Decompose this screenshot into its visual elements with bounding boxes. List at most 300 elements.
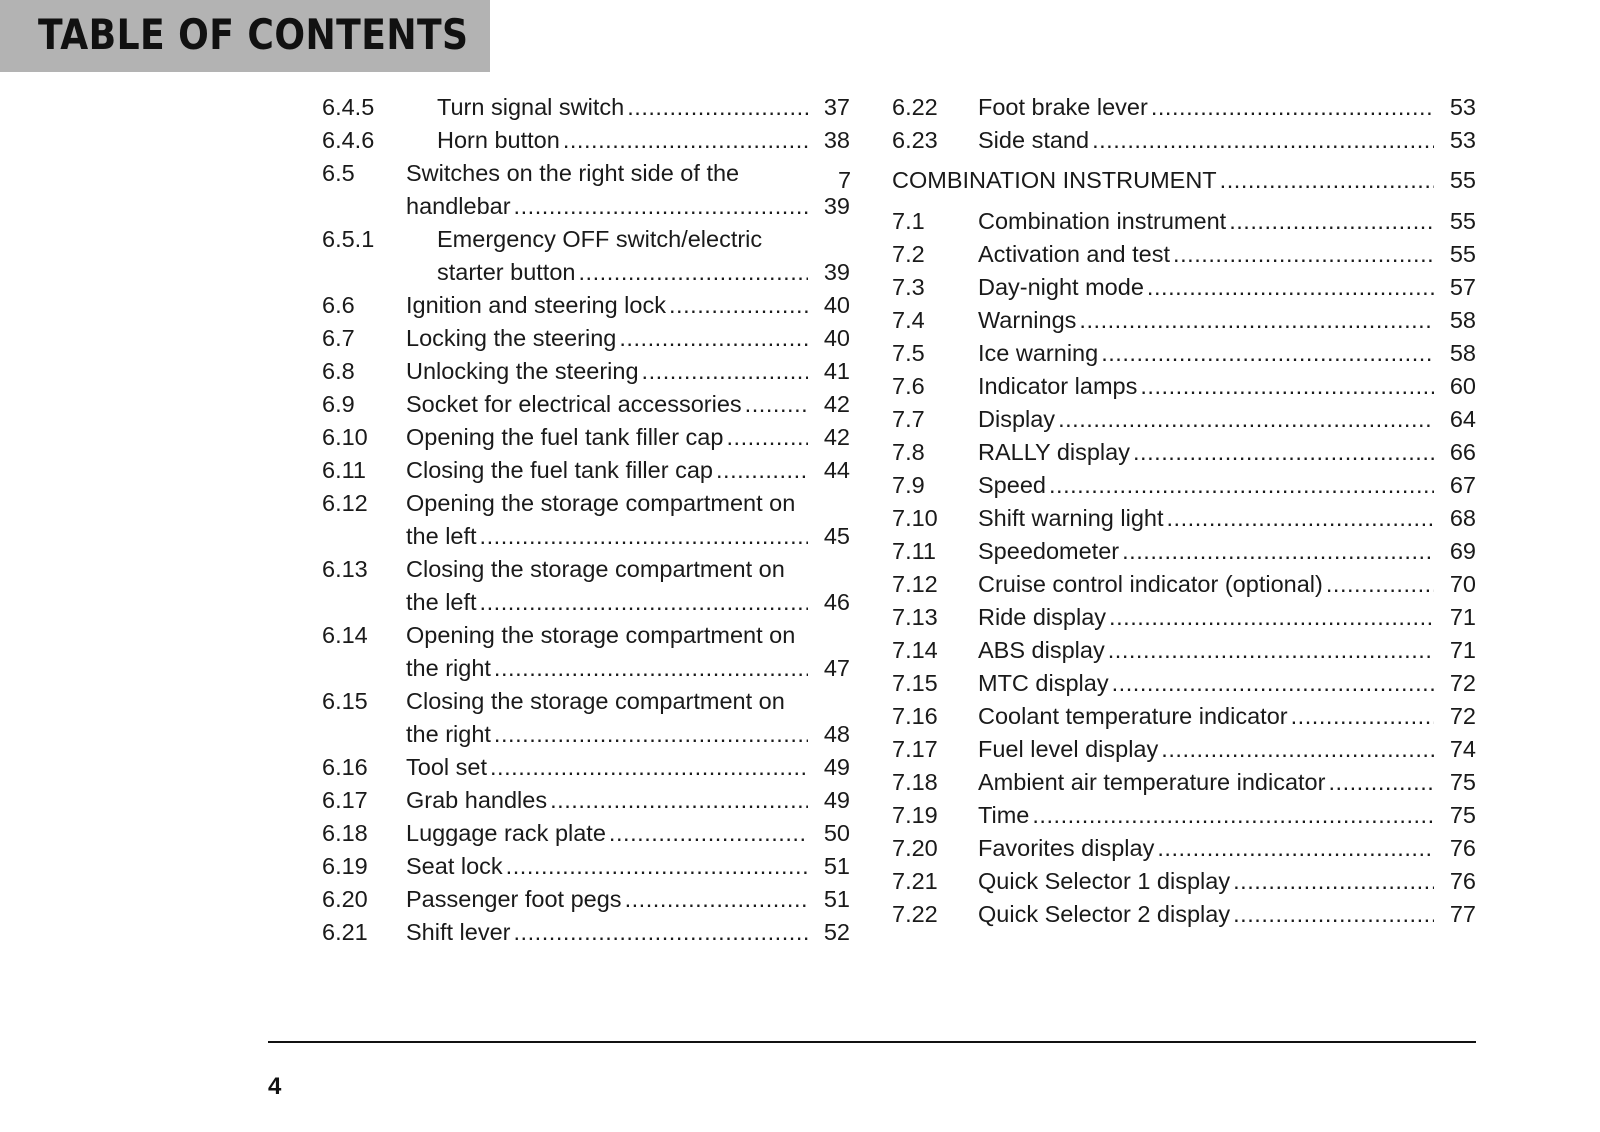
toc-entry-title: Horn button [437,127,560,153]
toc-entry-page: 71 [1449,637,1476,663]
toc-leader-dots [547,784,808,817]
toc-entry-leader-line [978,601,1476,634]
toc-left-column [322,91,850,949]
toc-entry-number: 6.22 [892,94,938,120]
toc-entry-page: 76 [1449,835,1476,861]
toc-entry-body [978,799,1476,832]
toc-entry-body [406,685,850,751]
toc-entry-body [406,553,850,619]
page-title: TABLE OF CONTENTS [38,10,469,59]
toc-entry[interactable] [322,850,850,883]
toc-entry-number: 7.20 [892,835,938,861]
toc-entry[interactable] [892,832,1476,865]
toc-entry-leader-line [406,190,850,223]
toc-leader-dots [624,91,808,124]
toc-entry-title: Locking the steering [406,325,617,351]
toc-entry-title: Ride display [978,604,1107,630]
toc-leader-dots [1226,205,1434,238]
toc-entry[interactable] [892,124,1476,157]
toc-leader-dots [1055,403,1434,436]
toc-entry-number: 6.17 [322,787,368,813]
toc-entry[interactable] [892,304,1476,337]
toc-entry-leader-line [978,865,1476,898]
toc-entry-title: Tool set [406,754,487,780]
toc-entry-title: Side stand [978,127,1090,153]
toc-leader-dots [1288,700,1434,733]
toc-entry-page: 77 [1449,901,1476,927]
toc-entry[interactable] [892,403,1476,436]
toc-entry-page: 48 [823,721,850,747]
toc-entry-leader-line [406,355,850,388]
toc-entry-body [978,304,1476,337]
toc-entry-number: 7.6 [892,373,925,399]
toc-entry-title: Time [978,802,1030,828]
toc-entry[interactable] [892,502,1476,535]
toc-entry-leader-line [978,832,1476,865]
toc-entry-leader-line [406,289,850,322]
toc-entry-number: 6.8 [322,358,355,384]
toc-entry-number: 6.9 [322,391,355,417]
toc-leader-dots [1076,304,1434,337]
toc-entry-page: 42 [823,391,850,417]
toc-entry-title: Luggage rack plate [406,820,606,846]
toc-entry[interactable] [322,91,850,124]
toc-entry-title: Shift lever [406,919,511,945]
toc-entry-page: 60 [1449,373,1476,399]
toc-entry-body [978,469,1476,502]
toc-entry[interactable] [892,205,1476,238]
toc-leader-dots [666,289,808,322]
toc-entry[interactable] [322,454,850,487]
toc-entry-body [978,898,1476,931]
toc-entry-number: 7.14 [892,637,938,663]
toc-leader-dots [1170,238,1434,271]
toc-entry[interactable] [322,124,850,157]
toc-entry-number: 6.16 [322,754,368,780]
toc-entry-title: Shift warning light [978,505,1164,531]
toc-leader-dots [560,124,808,157]
toc-entry[interactable] [892,733,1476,766]
toc-entry-number: 7.2 [892,241,925,267]
toc-entry[interactable] [892,799,1476,832]
toc-entry-body [978,832,1476,865]
toc-chapter-heading[interactable] [838,164,1476,197]
toc-entry[interactable] [892,91,1476,124]
toc-entry-body [978,634,1476,667]
toc-entry[interactable] [892,238,1476,271]
toc-entry-body [978,865,1476,898]
toc-entry[interactable] [892,601,1476,634]
toc-leader-dots [575,256,808,289]
toc-entry-number: 7.13 [892,604,938,630]
toc-leader-dots [723,421,808,454]
toc-entry-number: 6.4.5 [322,94,375,120]
toc-entry-body [978,733,1476,766]
toc-entry-leader-line [978,91,1476,124]
footer-rule [268,1041,1476,1043]
toc-entry-leader-line [978,568,1476,601]
toc-leader-dots [1130,436,1434,469]
toc-leader-dots [511,190,808,223]
toc-entry-leader-line [978,766,1476,799]
toc-entry-leader-line [406,520,850,553]
toc-entry-number: 7.5 [892,340,925,366]
toc-entry-body [978,337,1476,370]
toc-leader-dots [1323,568,1434,601]
toc-entry[interactable] [892,667,1476,700]
toc-entry-page: 37 [823,94,850,120]
toc-entry-body [406,784,850,817]
toc-chapter-page: 55 [1449,167,1476,193]
toc-entry-title: the left [406,523,477,549]
toc-leader-dots [477,520,808,553]
toc-entry-page: 71 [1449,604,1476,630]
toc-entry-number: 6.6 [322,292,355,318]
toc-entry-page: 67 [1449,472,1476,498]
toc-entry-title-line: Opening the storage compartment on [406,490,796,516]
toc-leader-dots [1325,766,1434,799]
toc-entry-number: 7.21 [892,868,938,894]
toc-entry-page: 76 [1449,868,1476,894]
toc-entry-title: Turn signal switch [437,94,625,120]
toc-entry-title: Day-night mode [978,274,1144,300]
toc-entry-leader-line [978,337,1476,370]
toc-entry-page: 57 [1449,274,1476,300]
toc-entry-title: RALLY display [978,439,1130,465]
toc-entry-body [406,421,850,454]
toc-entry-title: Ambient air temperature indicator [978,769,1326,795]
toc-entry-title: Coolant temperature indicator [978,703,1288,729]
toc-entry-leader-line [406,883,850,916]
toc-entry-leader-line [406,751,850,784]
toc-entry-title: Grab handles [406,787,548,813]
toc-leader-dots [713,454,808,487]
toc-entry-number: 7.8 [892,439,925,465]
toc-entry-page: 39 [823,193,850,219]
toc-entry-number: 6.15 [322,688,368,714]
toc-leader-dots [477,586,808,619]
toc-entry-leader-line [978,271,1476,304]
toc-entry[interactable] [892,898,1476,931]
toc-entry-body [406,850,850,883]
toc-entry-body [978,238,1476,271]
toc-entry-number: 7.18 [892,769,938,795]
toc-leader-dots [1137,370,1434,403]
toc-leader-dots [1106,601,1434,634]
toc-entry-page: 55 [1449,241,1476,267]
toc-entry[interactable] [322,619,850,685]
toc-entry-page: 64 [1449,406,1476,432]
toc-entry-number: 7.1 [892,208,925,234]
toc-entry[interactable] [322,751,850,784]
toc-entry-title: Foot brake lever [978,94,1148,120]
toc-entry[interactable] [322,388,850,421]
toc-leader-dots [1154,832,1434,865]
toc-entry-leader-line [406,817,850,850]
toc-entry-body [406,355,850,388]
toc-entry-title: the left [406,589,477,615]
toc-entry-leader-line [406,586,850,619]
toc-entry-number: 6.14 [322,622,368,648]
toc-entry-leader-line [437,91,850,124]
toc-entry-title: Indicator lamps [978,373,1138,399]
toc-entry-title: the right [406,721,491,747]
toc-entry-title: Cruise control indicator (optional) [978,571,1323,597]
toc-entry-body [406,817,850,850]
toc-entry-number: 7.10 [892,505,938,531]
toc-entry-number: 6.7 [322,325,355,351]
toc-entry-page: 38 [823,127,850,153]
toc-entry-leader-line [978,898,1476,931]
toc-entry-number: 7.4 [892,307,925,333]
toc-leader-dots [1109,667,1434,700]
toc-entry[interactable] [892,535,1476,568]
header-banner [0,0,490,72]
toc-entry-title: Combination instrument [978,208,1227,234]
toc-entry-leader-line [406,388,850,421]
toc-leader-dots [1144,271,1434,304]
toc-entry-body [437,223,850,289]
toc-entry-body [978,205,1476,238]
toc-entry-page: 39 [823,259,850,285]
toc-leader-dots [1029,799,1434,832]
toc-entry-title-line: Closing the storage compartment on [406,556,785,582]
toc-entry-page: 51 [823,853,850,879]
toc-entry-number: 6.21 [322,919,368,945]
toc-entry-title: Seat lock [406,853,503,879]
toc-entry-title: Ignition and steering lock [406,292,666,318]
toc-entry-leader-line [978,634,1476,667]
toc-entry-title: Speed [978,472,1046,498]
toc-entry-title: ABS display [978,637,1105,663]
toc-entry-body [978,436,1476,469]
toc-entry-leader-line [978,799,1476,832]
toc-entry-number: 7.17 [892,736,938,762]
toc-entry-title: Unlocking the steering [406,358,639,384]
toc-entry-body [406,388,850,421]
toc-entry[interactable] [892,436,1476,469]
toc-leader-dots [1119,535,1434,568]
toc-entry-number: 6.13 [322,556,368,582]
toc-entry-title: Display [978,406,1056,432]
toc-entry-number: 7.16 [892,703,938,729]
toc-entry[interactable] [322,883,850,916]
toc-entry-page: 68 [1449,505,1476,531]
toc-entry[interactable] [892,766,1476,799]
toc-entry[interactable] [322,322,850,355]
toc-entry-leader-line [406,718,850,751]
toc-right-column [838,91,1476,931]
toc-entry-number: 7.9 [892,472,925,498]
toc-chapter-title: COMBINATION INSTRUMENT [892,167,1217,193]
toc-entry-leader-line [406,850,850,883]
toc-entry-title-line: Emergency OFF switch/electric [437,226,763,252]
toc-leader-dots [1148,91,1434,124]
toc-entry-leader-line [437,124,850,157]
toc-leader-dots [487,751,808,784]
toc-entry-page: 44 [823,457,850,483]
toc-entry-page: 40 [823,325,850,351]
toc-entry-body [406,157,850,223]
toc-entry-title: the right [406,655,491,681]
toc-entry[interactable] [322,553,850,619]
toc-entry-page: 42 [823,424,850,450]
toc-entry-body [437,124,850,157]
toc-entry-title-line: Switches on the right side of the [406,160,740,186]
toc-entry-number: 6.12 [322,490,368,516]
toc-entry[interactable] [322,487,850,553]
toc-entry-page: 53 [1449,94,1476,120]
toc-entry[interactable] [892,634,1476,667]
toc-entry-title: Fuel level display [978,736,1159,762]
toc-entry[interactable] [322,355,850,388]
toc-leader-dots [1046,469,1434,502]
toc-entry-body [978,370,1476,403]
toc-entry-page: 51 [823,886,850,912]
toc-entry-leader-line [406,916,850,949]
toc-entry[interactable] [892,700,1476,733]
toc-entry-body [978,91,1476,124]
toc-entry-page: 49 [823,787,850,813]
page-number: 4 [268,1073,282,1100]
toc-entry-number: 7.11 [892,538,936,564]
toc-entry-number: 6.23 [892,127,938,153]
toc-entry-title: Passenger foot pegs [406,886,622,912]
toc-entry-number: 7.12 [892,571,938,597]
toc-entry-title: Quick Selector 1 display [978,868,1231,894]
toc-entry-leader-line [978,403,1476,436]
toc-entry-page: 58 [1449,340,1476,366]
toc-entry-body [978,502,1476,535]
toc-entry-page: 72 [1449,703,1476,729]
toc-entry[interactable] [892,370,1476,403]
toc-entry-page: 70 [1449,571,1476,597]
toc-entry[interactable] [322,784,850,817]
toc-entry-page: 69 [1449,538,1476,564]
toc-entry-number: 6.4.6 [322,127,375,153]
toc-entry[interactable] [892,568,1476,601]
toc-entry-leader-line [978,124,1476,157]
toc-entry-number: 6.11 [322,457,366,483]
toc-entry-body [978,535,1476,568]
toc-entry-leader-line [406,454,850,487]
toc-entry-title: Socket for electrical accessories [406,391,742,417]
toc-entry-title: Ice warning [978,340,1099,366]
toc-entry-page: 55 [1449,208,1476,234]
toc-entry-leader-line [406,421,850,454]
toc-entry-leader-line [978,502,1476,535]
toc-entry-body [978,700,1476,733]
toc-entry-body [406,322,850,355]
toc-entry[interactable] [322,223,850,289]
toc-entry-page: 74 [1449,736,1476,762]
toc-entry[interactable] [322,289,850,322]
toc-entry-page: 40 [823,292,850,318]
toc-leader-dots [511,916,809,949]
toc-entry-number: 6.18 [322,820,368,846]
toc-entry-title: Quick Selector 2 display [978,901,1231,927]
toc-entry-leader-line [978,304,1476,337]
toc-entry[interactable] [892,469,1476,502]
toc-entry-body [978,568,1476,601]
toc-leader-dots [1164,502,1435,535]
toc-entry-page: 75 [1449,769,1476,795]
toc-leader-dots [1098,337,1434,370]
toc-entry-body [978,766,1476,799]
toc-entry-title: Speedometer [978,538,1120,564]
toc-entry-leader-line [978,238,1476,271]
toc-entry-leader-line [437,256,850,289]
toc-entry-body [406,487,850,553]
toc-entry-title: starter button [437,259,576,285]
toc-entry[interactable] [322,916,850,949]
toc-entry[interactable] [892,337,1476,370]
toc-entry-leader-line [406,652,850,685]
toc-entry[interactable] [322,817,850,850]
toc-entry-leader-line [978,535,1476,568]
toc-leader-dots [1158,733,1434,766]
toc-entry-body [406,454,850,487]
toc-entry-title-line: Opening the storage compartment on [406,622,796,648]
toc-entry-leader-line [978,436,1476,469]
toc-entry-body [978,124,1476,157]
toc-leader-dots [491,652,808,685]
toc-entry-leader-line [406,322,850,355]
toc-entry-page: 53 [1449,127,1476,153]
toc-entry-body [406,289,850,322]
toc-entry-body [406,883,850,916]
toc-entry-number: 6.10 [322,424,368,450]
toc-leader-dots [622,883,808,916]
toc-entry-number: 6.20 [322,886,368,912]
toc-entry[interactable] [322,685,850,751]
toc-entry-page: 75 [1449,802,1476,828]
toc-entry-number: 7.19 [892,802,938,828]
toc-entry-title: Warnings [978,307,1077,333]
toc-entry-body [406,619,850,685]
toc-leader-dots [1089,124,1434,157]
toc-entry-title: Activation and test [978,241,1171,267]
toc-entry-leader-line [406,784,850,817]
toc-entry-body [406,916,850,949]
toc-entry-title: Opening the fuel tank filler cap [406,424,724,450]
toc-leader-dots [639,355,808,388]
toc-leader-dots [1105,634,1434,667]
toc-entry-title: handlebar [406,193,511,219]
toc-leader-dots [742,388,808,421]
toc-entry-page: 49 [823,754,850,780]
toc-entry-page: 72 [1449,670,1476,696]
toc-entry-page: 52 [823,919,850,945]
toc-entry-title: Closing the fuel tank filler cap [406,457,713,483]
toc-entry[interactable] [322,157,850,223]
toc-entry-number: 7.7 [892,406,925,432]
toc-leader-dots [491,718,808,751]
toc-entry[interactable] [892,865,1476,898]
toc-entry-number: 7.3 [892,274,925,300]
toc-leader-dots [1217,164,1434,197]
toc-entry-title-line: Closing the storage compartment on [406,688,785,714]
toc-entry-page: 47 [823,655,850,681]
toc-leader-dots [616,322,808,355]
toc-entry-leader-line [978,667,1476,700]
toc-entry-page: 45 [823,523,850,549]
toc-entry[interactable] [322,421,850,454]
toc-leader-dots [1230,865,1434,898]
toc-entry[interactable] [892,271,1476,304]
toc-entry-page: 66 [1449,439,1476,465]
toc-entry-page: 58 [1449,307,1476,333]
